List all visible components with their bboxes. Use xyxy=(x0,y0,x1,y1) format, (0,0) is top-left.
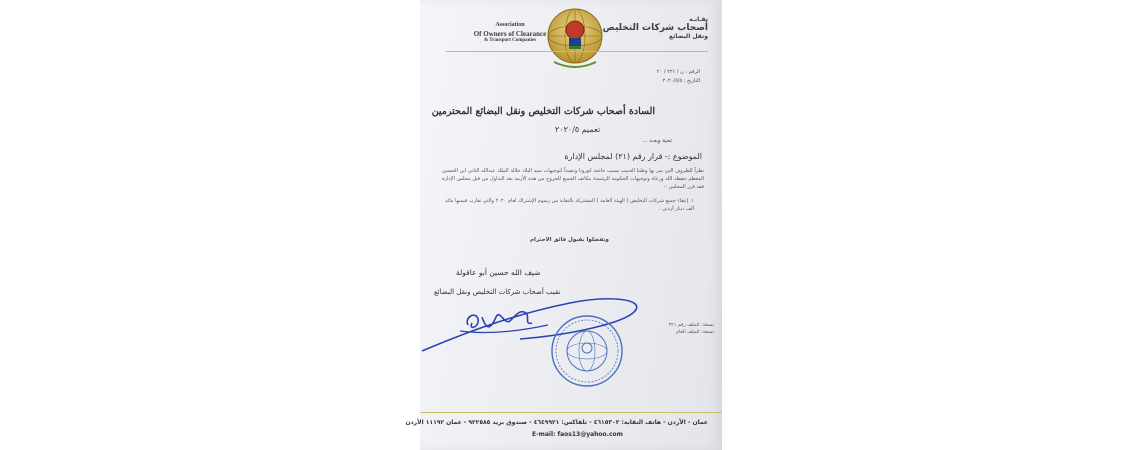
reference-date: التاريخ : ٢٠٢٠/٥/٥ xyxy=(662,78,700,84)
footer-email: E-mail: faos13@yahoo.com xyxy=(532,431,623,438)
letterhead-rule-left xyxy=(446,51,708,52)
greeting: تحية وبعـد ... xyxy=(642,138,672,144)
arabic-name-line-2: أصحاب شركات التخليص xyxy=(602,23,708,33)
copy-line-1: نسخة: للملف رقم ٢٢١ xyxy=(668,323,714,328)
arabic-name-line-1: نقـابـة xyxy=(689,16,708,23)
english-name-line-3: & Transport Companies xyxy=(483,38,537,44)
association-logo-icon xyxy=(544,6,606,70)
footer-address: عمان - الأردن - هاتف النقابة: ٤٦١٥٣٠٢ - تلفاكس: ٤٦٤٩٩٢١ - صندوق بريد ٩٢٢٥٨٥ - عمان ١١١٩٢ الأردن xyxy=(405,419,708,426)
letter-body: نظراً للظروف التي يمر بها وطننا الحبيب بسبب جائحة كورونا وتنفيذاً لتوجيهات سيد البلاد جلالة الملك عبدالله الثاني ابن الحسين المعظم حفظه الله ورعاه وتوجيهات الحكومة الرشيدة بتكاتف الجميع للخروج من هذه الأزمة بعد التداول من قبل مجلس الإدارة فقد قرر المجلس :- xyxy=(442,168,704,190)
official-stamp-icon xyxy=(550,314,624,388)
decision-item-1: ١. إعفاء جميع شركات التخليص ( الهيئة العامة ) المشتركة بالنقابة من رسوم الإشتراك لعام ٢٠٢٠ والتي تقارب قيمتها مائة ألف دينار أردني . xyxy=(445,198,694,212)
letterhead-arabic-name xyxy=(598,16,708,40)
signer-title: نقيب أصحاب شركات التخليص ونقل البضائع xyxy=(434,288,561,296)
signer-name: ضيف الله حسين أبو عاقولة xyxy=(456,268,541,277)
subject-line: الموضوع :- قرار رقم (٢١) لمجلس الإدارة xyxy=(564,152,702,161)
arabic-name-line-3: ونقل البضائع xyxy=(668,33,708,40)
closing-line: وتفضلوا بقبول فائق الاحترام xyxy=(530,237,609,243)
letter-page xyxy=(405,0,722,450)
english-name-line-1: Association xyxy=(495,22,525,28)
footer-rule xyxy=(420,412,722,413)
english-name-line-2: Of Owners of Clearance xyxy=(473,29,547,38)
circular-number: تعميم ٢٠٢٠/٥ xyxy=(555,125,601,134)
reference-number: الرقم : ن / ٢٢١ / ٢٠ xyxy=(656,69,700,75)
addressee: السادة أصحاب شركات التخليص ونقل البضائع المحترمين xyxy=(431,106,655,117)
copy-line-2: نسخة: للملف العام xyxy=(676,330,714,336)
copies-list xyxy=(669,322,714,336)
